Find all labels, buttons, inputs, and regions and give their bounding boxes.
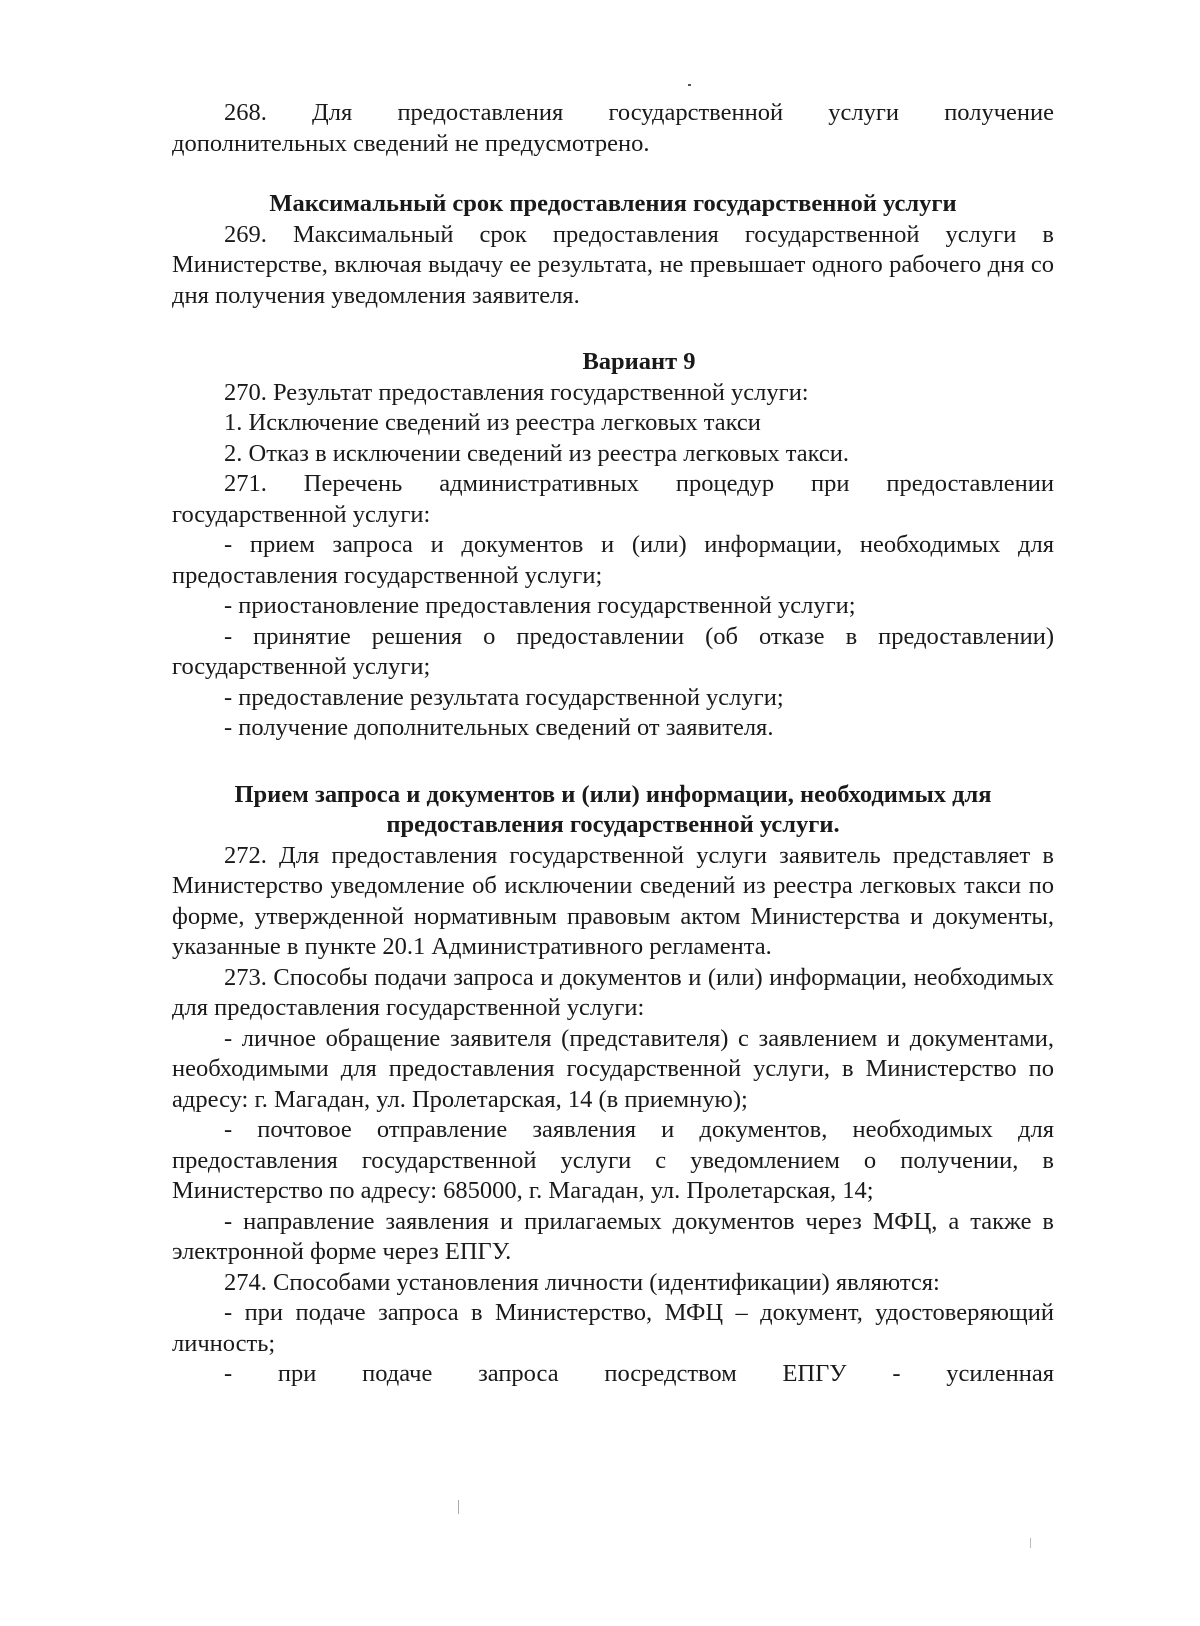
heading-max-term: Максимальный срок предоставления государственной услуги: [269, 190, 957, 217]
paragraph-272: 272. Для предоставления государственной услуги заявитель представляет в Министерство уведомление об исключении сведений из реестра легковых такси по форме, утвержденной нормативным правовым актом Министерства и документы, указанные в пункте 20.1 Административного регламента.: [172, 841, 1054, 960]
paragraph-273: 273. Способы подачи запроса и документов и (или) информации, необходимых для предоставления государственной услуги:: [172, 963, 1054, 1021]
paragraph-269: 269. Максимальный срок предоставления государственной услуги в Министерстве, включая выдачу ее результата, не превышает одного рабочего дня со дня получения уведомления заявителя.: [172, 220, 1054, 309]
paragraph-270-item1: 1. Исключение сведений из реестра легковых такси: [224, 409, 761, 436]
paragraph-271-item1: - прием запроса и документов и (или) информации, необходимых для предоставления государственной услуги;: [172, 531, 1054, 589]
paragraph-271-item3: - принятие решения о предоставлении (об отказе в предоставлении) государственной услуги;: [172, 622, 1054, 680]
scan-speck: [1030, 1538, 1031, 1548]
document-page: [172, 98, 1054, 1390]
heading-variant: Вариант 9: [582, 348, 696, 375]
scan-speck: [458, 1500, 459, 1514]
paragraph-273-item3: - направление заявления и прилагаемых документов через МФЦ, а также в электронной форме через ЕПГУ.: [172, 1207, 1054, 1265]
paragraph-271-item4: - предоставление результата государственной услуги;: [224, 683, 784, 711]
scan-dot: [688, 84, 691, 86]
paragraph-271: 271. Перечень административных процедур при предоставлении государственной услуги:: [172, 470, 1054, 528]
paragraph-274: 274. Способами установления личности (идентификации) являются:: [224, 1268, 940, 1296]
paragraph-268-line2: дополнительных сведений не предусмотрено.: [172, 129, 650, 157]
paragraph-274-item2: - при подаче запроса посредством ЕПГУ - усиленная: [224, 1360, 1054, 1387]
paragraph-268-line1: 268. Для предоставления государственной услуги получение: [224, 99, 1054, 126]
paragraph-271-item2: - приостановление предоставления государственной услуги;: [224, 592, 856, 619]
paragraph-271-item5: - получение дополнительных сведений от заявителя.: [224, 714, 774, 741]
paragraph-273-item1: - личное обращение заявителя (представителя) с заявлением и документами, необходимыми для предоставления государственной услуги, в Министерство по адресу: г. Магадан, ул. Пролетарская, 14 (в приемную);: [172, 1024, 1054, 1113]
heading-reception-line2: предоставления государственной услуги.: [386, 811, 840, 838]
heading-reception-line1: Прием запроса и документов и (или) информации, необходимых для: [234, 780, 992, 808]
paragraph-273-item2: - почтовое отправление заявления и документов, необходимых для предоставления государственной услуги с уведомлением о получении, в Министерство по адресу: 685000, г. Магадан, ул. Пролетарская, 14;: [172, 1116, 1054, 1204]
paragraph-274-item1: - при подаче запроса в Министерство, МФЦ – документ, удостоверяющий личность;: [172, 1299, 1054, 1357]
paragraph-270: 270. Результат предоставления государственной услуги:: [224, 378, 809, 406]
paragraph-270-item2: 2. Отказ в исключении сведений из реестра легковых такси.: [224, 439, 849, 467]
